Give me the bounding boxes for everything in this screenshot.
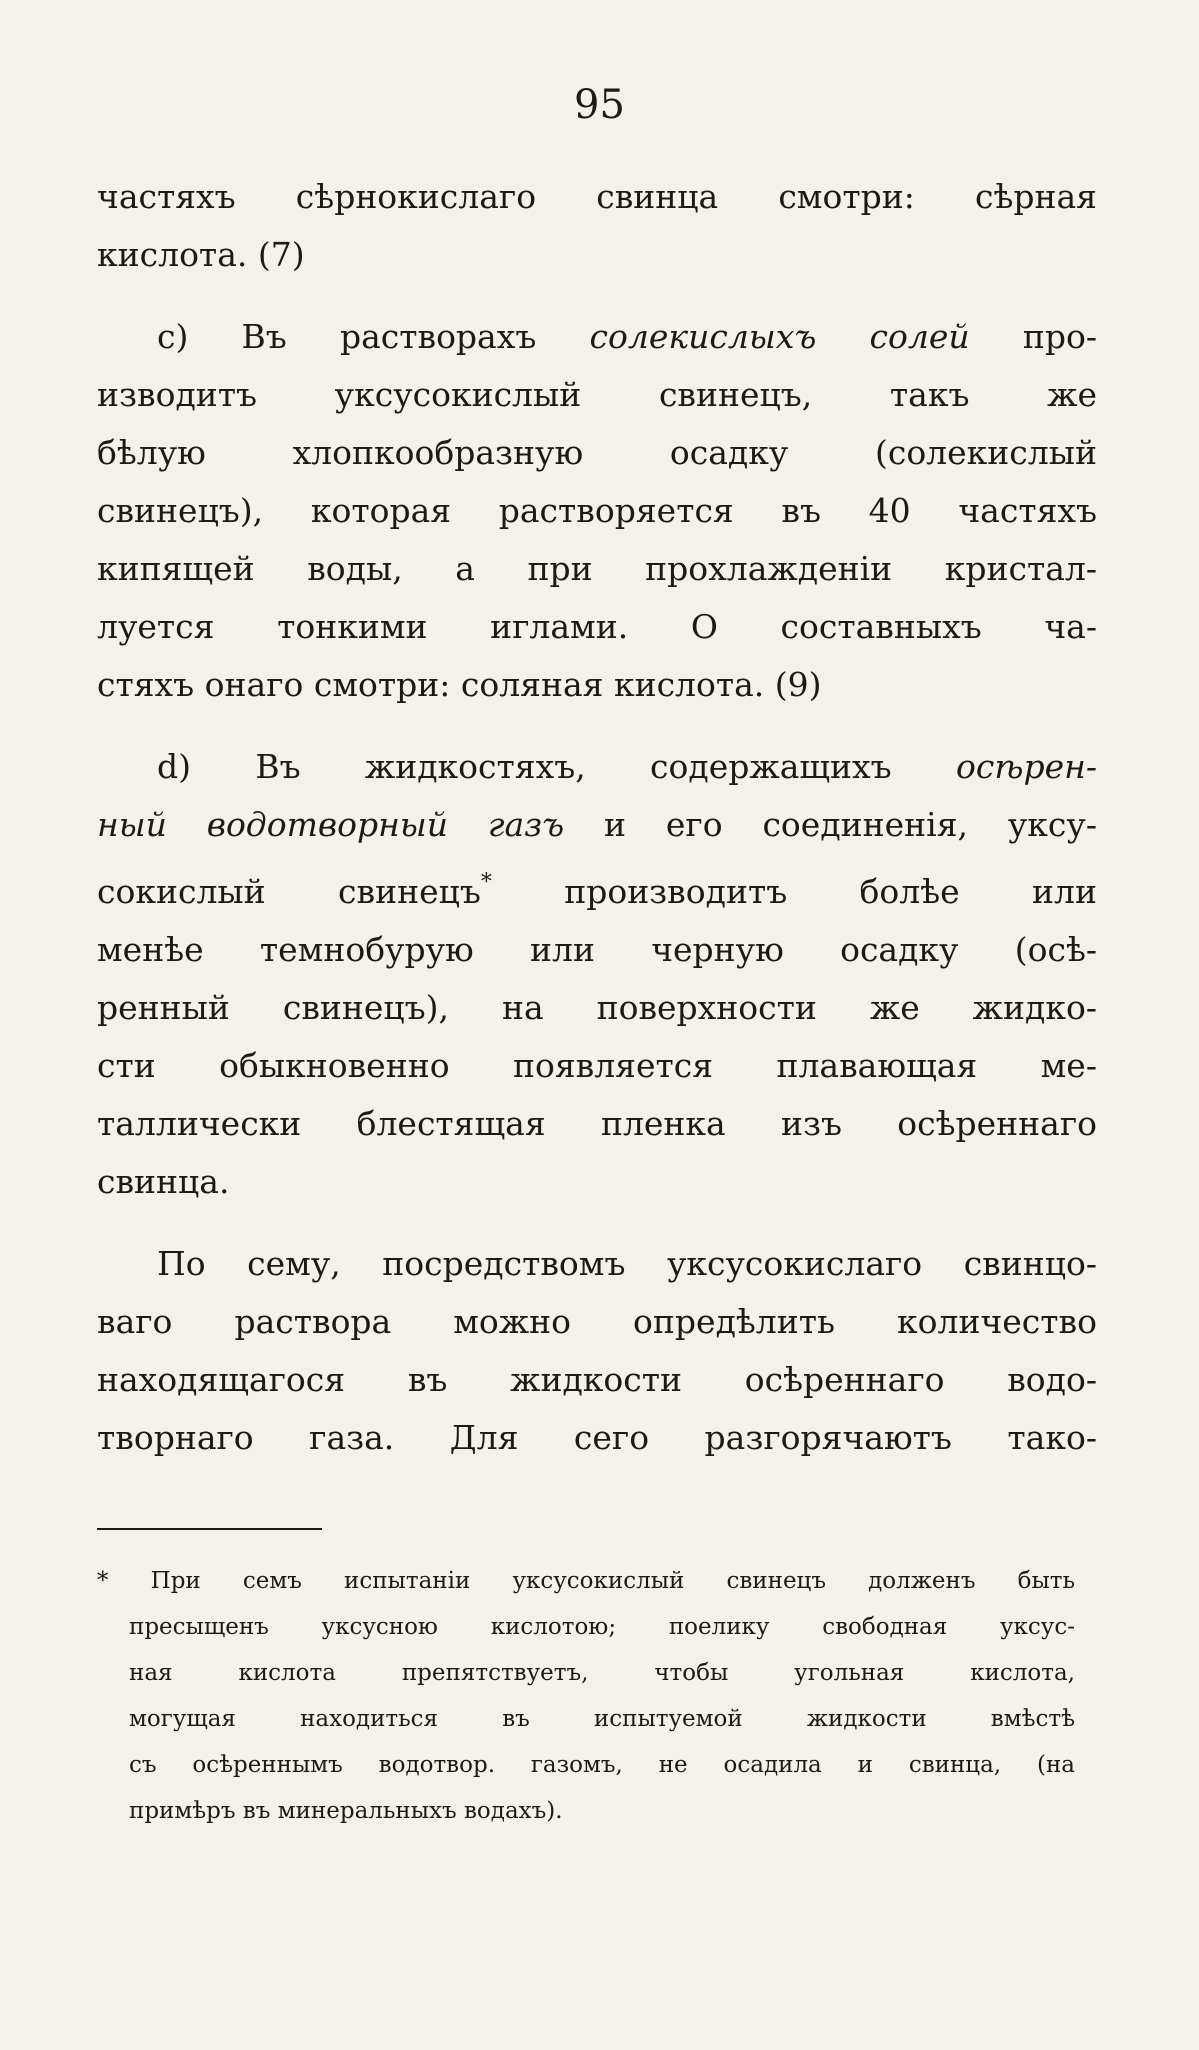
text-run: c) Въ растворахъ	[157, 317, 590, 356]
text-run: производитъ болѣе или	[491, 872, 1097, 911]
page-number: 95	[574, 82, 625, 128]
text-line: изводитъ уксусокислый свинецъ, такъ же	[97, 375, 1097, 414]
text-run: про-	[969, 317, 1097, 356]
paragraph	[97, 308, 1097, 714]
footnote-marker: *	[480, 870, 492, 895]
text-run: сокислый свинецъ	[97, 872, 481, 911]
text-line: сти обыкновенно появляется плавающая ме-	[97, 1046, 1097, 1085]
paragraph-gap	[97, 1211, 1097, 1235]
text-line: ваго раствора можно опредѣлить количество	[97, 1302, 1097, 1341]
footnote-line: * При семъ испытанiи уксусокислый свинецъ долженъ быть	[97, 1568, 1075, 1594]
text-line: находящагося въ жидкости осѣреннаго водо-	[97, 1360, 1097, 1399]
text-line: частяхъ сѣрнокислаго свинца смотри: сѣрная	[97, 177, 1097, 216]
paragraph	[97, 168, 1097, 284]
text-line: кипящей воды, а при прохлажденiи кристал-	[97, 549, 1097, 588]
text-line: луется тонкими иглами. О составныхъ ча-	[97, 607, 1097, 646]
paragraph	[97, 738, 1097, 1211]
paragraph-gap	[97, 714, 1097, 738]
footnote	[97, 1558, 1075, 1834]
text-line	[97, 796, 1097, 854]
italic-term: осѣрен-	[955, 747, 1097, 786]
footnote-rule	[97, 1528, 322, 1530]
footnote-line: примѣръ въ минеральныхъ водахъ).	[129, 1798, 563, 1824]
text-line: творнаго газа. Для сего разгорячаютъ тако-	[97, 1418, 1097, 1457]
text-line: По сему, посредствомъ уксусокислаго свинцо-	[157, 1244, 1097, 1283]
footnote-line: ная кислота препятствуетъ, чтобы угольная кислота,	[129, 1660, 1075, 1686]
footnote-line: пресыщенъ уксусною кислотою; поелику свободная уксус-	[129, 1614, 1075, 1640]
text-line: бѣлую хлопкообразную осадку (солекислый	[97, 433, 1097, 472]
text-line	[97, 738, 1097, 796]
text-line: стяхъ онаго смотри: соляная кислота. (9)	[97, 665, 822, 704]
italic-term: солекислыхъ солей	[589, 317, 970, 356]
paragraph-gap	[97, 284, 1097, 308]
italic-term: ный водотворный газъ	[97, 805, 565, 844]
text-run: d) Въ жидкостяхъ, содержащихъ	[157, 747, 956, 786]
text-line: свинецъ), которая растворяется въ 40 частяхъ	[97, 491, 1097, 530]
footnote-line: могущая находиться въ испытуемой жидкости вмѣстѣ	[129, 1706, 1075, 1732]
text-line: менѣе темнобурую или черную осадку (осѣ-	[97, 930, 1097, 969]
text-line: таллически блестящая пленка изъ осѣреннаго	[97, 1104, 1097, 1143]
body-text	[97, 168, 1097, 1467]
text-line: кислота. (7)	[97, 235, 305, 274]
text-line: ренный свинецъ), на поверхности же жидко-	[97, 988, 1097, 1027]
text-line	[97, 308, 1097, 366]
text-line: свинца.	[97, 1162, 230, 1201]
text-run: и его соединенiя, уксу-	[564, 805, 1097, 844]
paragraph	[97, 1235, 1097, 1467]
footnote-line: съ осѣреннымъ водотвор. газомъ, не осадила и свинца, (на	[129, 1752, 1075, 1778]
text-line	[97, 854, 1097, 921]
